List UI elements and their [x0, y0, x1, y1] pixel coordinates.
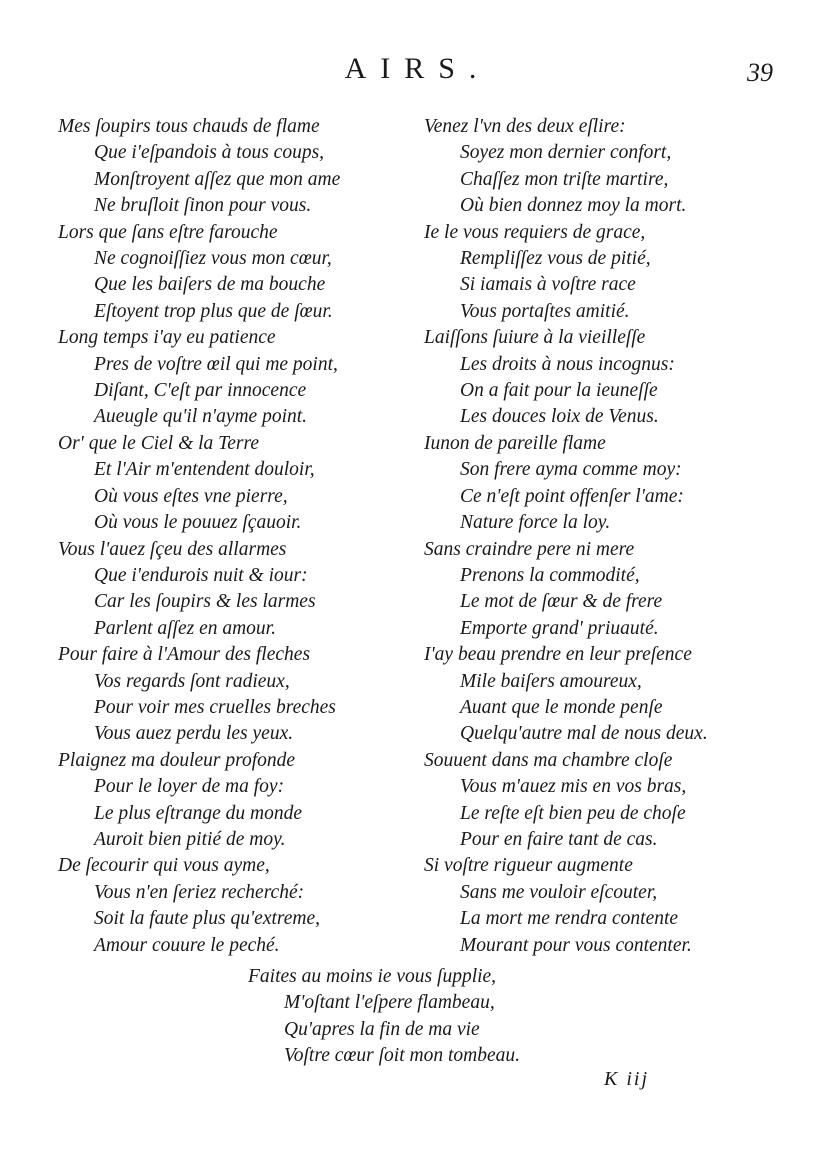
verse-line: Ce n'eſt point offenſer l'ame: — [460, 485, 684, 507]
left-column — [58, 114, 398, 959]
verse-line: Le mot de ſœur & de frere — [460, 591, 663, 613]
verse-line: Vous n'en ſeriez recherché: — [94, 881, 305, 903]
verse-line: Parlent aſſez en amour. — [94, 617, 276, 639]
verse-line: Quelqu'autre mal de nous deux. — [460, 723, 708, 745]
verse-line: Pour en faire tant de cas. — [460, 828, 658, 850]
verse-line: Laiſſons ſuiure à la vieilleſſe — [424, 327, 646, 349]
verse-line: Vos regards ſont radieux, — [94, 670, 290, 692]
verse-line: Nature force la loy. — [460, 512, 611, 534]
verse-line: Voſtre cœur ſoit mon tombeau. — [284, 1045, 520, 1067]
verse-line: Amour couure le peché. — [94, 934, 280, 956]
envoi-stanza — [248, 964, 648, 1070]
verse-line: La mort me rendra contente — [460, 908, 679, 930]
verse-line: Prenons la commodité, — [460, 564, 640, 586]
verse-line: De ſecourir qui vous ayme, — [58, 855, 270, 877]
verse-line: Aueugle qu'il n'ayme point. — [94, 406, 308, 428]
verse-line: Vous m'auez mis en vos bras, — [460, 776, 687, 798]
verse-line: Que les baiſers de ma bouche — [94, 274, 326, 296]
verse-line: Diſant, C'eſt par innocence — [94, 380, 307, 402]
verse-line: Ie le vous requiers de grace, — [424, 221, 646, 243]
verse-line: Sans craindre pere ni mere — [424, 538, 635, 560]
verse-line: Que i'endurois nuit & iour: — [94, 564, 308, 586]
verse-line: Pour faire à l'Amour des fleches — [58, 644, 311, 666]
page-header — [0, 52, 825, 92]
verse-line: Mourant pour vous contenter. — [460, 934, 692, 956]
right-column — [424, 114, 784, 959]
verse-line: Souuent dans ma chambre cloſe — [424, 749, 673, 771]
verse-line: Car les ſoupirs & les larmes — [94, 591, 316, 613]
verse-line: Chaſſez mon triſte martire, — [460, 168, 669, 190]
verse-line: Mile baiſers amoureux, — [460, 670, 642, 692]
verse-line: Pour le loyer de ma foy: — [94, 776, 285, 798]
verse-line: Les droits à nous incognus: — [460, 353, 675, 375]
verse-line: Lors que ſans eſtre farouche — [58, 221, 278, 243]
verse-line: Monſtroyent aſſez que mon ame — [94, 168, 341, 190]
verse-line: Emporte grand' priuauté. — [460, 617, 659, 639]
verse-line: Pres de voſtre œil qui me point, — [94, 353, 338, 375]
page-number: 39 — [747, 58, 773, 87]
verse-line: Qu'apres la fin de ma vie — [284, 1018, 480, 1040]
verse-line: On a fait pour la ieuneſſe — [460, 380, 658, 402]
signature-mark: K iij — [604, 1068, 650, 1090]
verse-line: Faites au moins ie vous ſupplie, — [248, 966, 497, 987]
verse-line: Vous l'auez ſçeu des allarmes — [58, 538, 287, 560]
verse-line: Son frere ayma comme moy: — [460, 459, 682, 481]
verse-line: Mes ſoupirs tous chauds de flame — [58, 116, 320, 137]
verse-line: Ne cognoiſſiez vous mon cœur, — [94, 248, 332, 270]
verse-line: Soyez mon dernier confort, — [460, 142, 672, 164]
verse-line: Iunon de pareille flame — [424, 432, 606, 454]
verse-line: Sans me vouloir eſcouter, — [460, 881, 658, 903]
verse-line: Auant que le monde penſe — [460, 696, 663, 718]
verse-line: Le plus eſtrange du monde — [94, 802, 302, 824]
verse-line: Venez l'vn des deux eſlire: — [424, 116, 626, 137]
verse-line: Où vous le pouuez ſçauoir. — [94, 512, 302, 534]
verse-line: Vous auez perdu les yeux. — [94, 723, 294, 745]
verse-line: Ne bruſloit ſinon pour vous. — [94, 195, 312, 217]
verse-line: Pour voir mes cruelles breches — [94, 696, 336, 718]
verse-line: Si iamais à voſtre race — [460, 274, 636, 296]
verse-line: Rempliſſez vous de pitié, — [460, 248, 651, 270]
verse-line: Si voſtre rigueur augmente — [424, 855, 633, 877]
verse-line: Que i'eſpandois à tous coups, — [94, 142, 325, 164]
verse-line: Auroit bien pitié de moy. — [94, 828, 286, 850]
verse-line: Or' que le Ciel & la Terre — [58, 432, 259, 454]
running-title: AIRS. — [344, 52, 491, 85]
verse-line: Où vous eſtes vne pierre, — [94, 485, 288, 507]
verse-line: M'oſtant l'eſpere flambeau, — [284, 992, 495, 1014]
verse-line: Vous portaſtes amitié. — [460, 300, 630, 322]
verse-line: Plaignez ma douleur profonde — [58, 749, 296, 771]
verse-line: Où bien donnez moy la mort. — [460, 195, 687, 217]
verse-line: Soit la faute plus qu'extreme, — [94, 908, 321, 930]
verse-line: Et l'Air m'entendent douloir, — [94, 459, 315, 481]
verse-line: I'ay beau prendre en leur preſence — [424, 644, 692, 666]
verse-line: Eſtoyent trop plus que de ſœur. — [94, 300, 333, 322]
verse-line: Le reſte eſt bien peu de choſe — [460, 802, 686, 824]
verse-line: Long temps i'ay eu patience — [58, 327, 276, 349]
verse-line: Les douces loix de Venus. — [460, 406, 659, 428]
